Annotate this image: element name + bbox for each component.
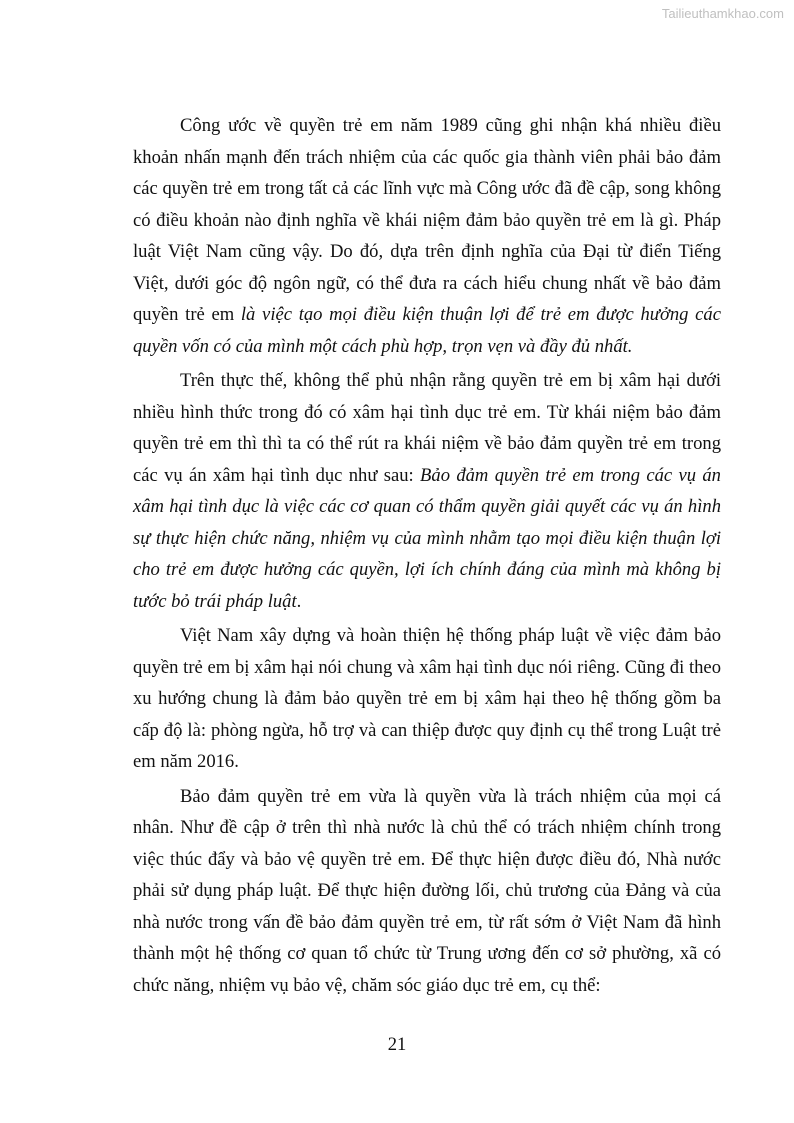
paragraph-text: Công ước về quyền trẻ em năm 1989 cũng ghi nhận khá nhiều điều khoản nhấn mạnh đến trách nhiệm của các quốc gia thành viên phải bảo đảm các quyền trẻ em trong tất cả các lĩnh vực mà Công ước đã đề cập, song không có điều khoản nào định nghĩa về khái niệm đảm bảo quyền trẻ em là gì. Pháp luật Việt Nam cũng vậy. Do đó, dựa trên định nghĩa của Đại từ điển Tiếng Việt, dưới góc độ ngôn ngữ, có thể đưa ra cách hiểu chung nhất về bảo đảm quyền trẻ em <box>133 115 721 325</box>
paragraph-italic: Bảo đảm quyền trẻ em trong các vụ án xâm hại tình dục là việc các cơ quan có thẩm quyền giải quyết các vụ án hình sự thực hiện chức năng, nhiệm vụ của mình nhằm tạo mọi điều kiện thuận lợi cho trẻ em được hưởng các quyền, lợi ích chính đáng của mình mà không bị tước bỏ trái pháp luật <box>133 464 721 612</box>
paragraph <box>133 110 721 362</box>
paragraph-after: . <box>296 590 302 612</box>
paragraph-text: Trên thực thế, không thể phủ nhận rằng quyền trẻ em bị xâm hại dưới nhiều hình thức trong đó có xâm hại tình dục trẻ em. Từ khái niệm bảo đảm quyền trẻ em thì thì ta có thể rút ra khái niệm về bảo đảm quyền trẻ em trong các vụ án xâm hại tình dục như sau: <box>133 370 721 486</box>
page-number: 21 <box>387 1034 407 1055</box>
document-body <box>133 110 721 1004</box>
watermark-text: Tailieuthamkhao.com <box>661 6 784 21</box>
paragraph <box>133 620 721 778</box>
paragraph <box>133 781 721 1002</box>
paragraph <box>133 365 721 617</box>
paragraph-text: Việt Nam xây dựng và hoàn thiện hệ thống pháp luật về việc đảm bảo quyền trẻ em bị xâm hại nói chung và xâm hại tình dục nói riêng. Cũng đi theo xu hướng chung là đảm bảo quyền trẻ em bị xâm hại theo hệ thống gồm ba cấp độ là: phòng ngừa, hỗ trợ và can thiệp được quy định cụ thể trong Luật trẻ em năm 2016. <box>133 625 721 772</box>
paragraph-text: Bảo đảm quyền trẻ em vừa là quyền vừa là trách nhiệm của mọi cá nhân. Như đề cập ở trên thì nhà nước là chủ thể có trách nhiệm chính trong việc thúc đẩy và bảo vệ quyền trẻ em. Để thực hiện được điều đó, Nhà nước phải sử dụng pháp luật. Để thực hiện đường lối, chủ trương của Đảng và của nhà nước trong vấn đề bảo đảm quyền trẻ em, từ rất sớm ở Việt Nam đã hình thành một hệ thống cơ quan tổ chức từ Trung ương đến cơ sở phường, xã có chức năng, nhiệm vụ bảo vệ, chăm sóc giáo dục trẻ em, cụ thể: <box>133 785 721 996</box>
paragraph-italic: là việc tạo mọi điều kiện thuận lợi để trẻ em được hưởng các quyền vốn có của mình một cách phù hợp, trọn vẹn và đầy đủ nhất. <box>133 304 721 357</box>
